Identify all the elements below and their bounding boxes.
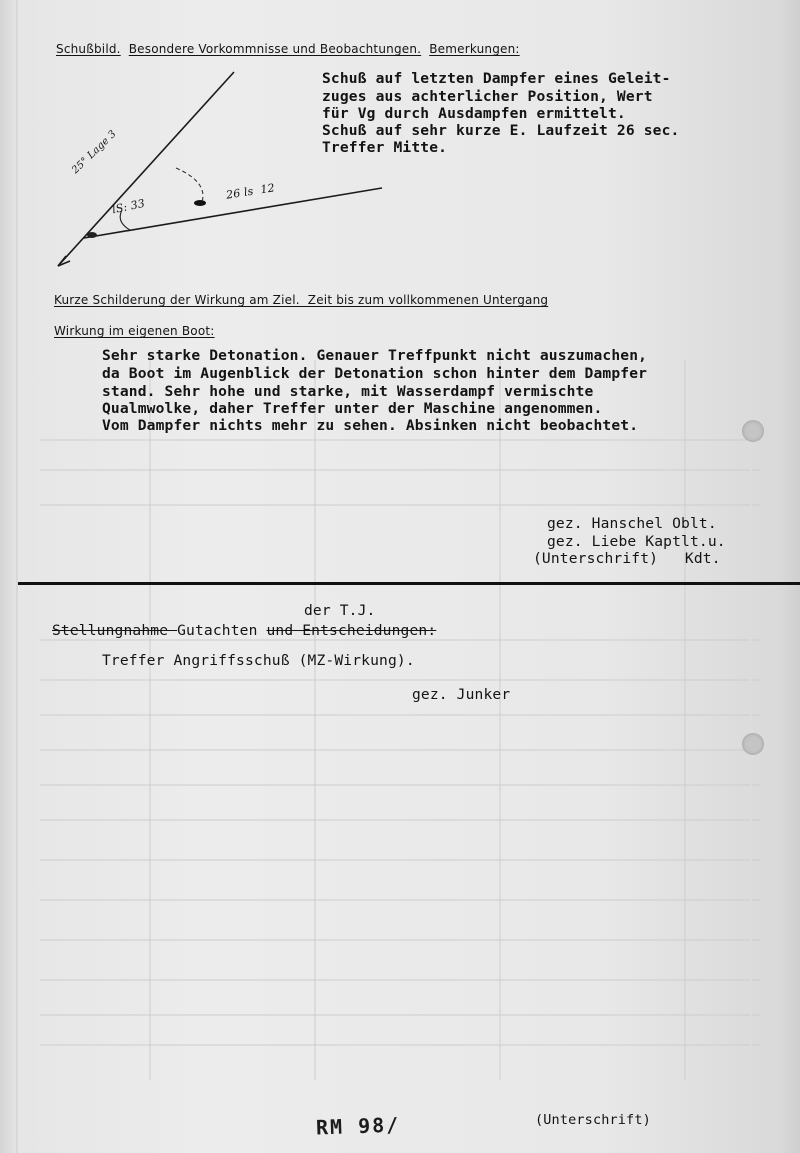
header-vorkommnisse: Besondere Vorkommnisse und Beobachtungen. <box>128 42 422 56</box>
page-left-edge <box>16 0 18 1153</box>
header-schussbild: Schußbild. <box>56 42 121 56</box>
effect-line-3: stand. Sehr hohe und starke, mit Wasserdampf vermischte <box>102 383 594 400</box>
section-kurze-schilderung: Kurze Schilderung der Wirkung am Ziel. Zeit bis zum vollkommenen Untergang <box>54 293 549 307</box>
remarks-line-5: Treffer Mitte. <box>322 139 448 156</box>
remarks-line-3: für Vg durch Ausdampfen ermittelt. <box>322 105 626 122</box>
header-row <box>56 41 520 59</box>
signature-line-2: gez. Liebe Kaptlt.u. <box>547 533 726 550</box>
effect-line-4: Qualmwolke, daher Treffer unter der Maschine angenommen. <box>102 400 603 417</box>
effect-line-1: Sehr starke Detonation. Genauer Treffpunkt nicht auszumachen, <box>102 347 648 364</box>
remarks-line-1: Schuß auf letzten Dampfer eines Geleit- <box>322 70 671 87</box>
sketch-angle-label: 25° Lage 3 <box>70 128 119 177</box>
remarks-line-4: Schuß auf sehr kurze E. Laufzeit 26 sec. <box>322 122 680 139</box>
assessment-text: Treffer Angriffsschuß (MZ-Wirkung). <box>102 652 415 669</box>
tj-heading: der T.J. <box>304 602 376 619</box>
page-right-edge <box>750 0 752 1153</box>
sketch-lage-label: lS: 33 <box>110 196 147 217</box>
archive-stamp: RM 98/ <box>315 1112 401 1140</box>
effect-line-5: Vom Dampfer nichts mehr zu sehen. Absinken nicht beobachtet. <box>102 417 639 434</box>
remarks-line-2: zuges aus achterlicher Position, Wert <box>322 88 653 105</box>
punch-hole <box>742 420 764 442</box>
sketch-distance-label: 26 ls 12 <box>225 181 276 202</box>
effect-line-2: da Boot im Augenblick der Detonation schon hinter dem Dampfer <box>102 365 648 382</box>
section-divider <box>18 582 800 585</box>
punch-hole <box>742 733 764 755</box>
header-bemerkungen: Bemerkungen: <box>429 42 520 56</box>
assessment-signature: gez. Junker <box>412 686 511 703</box>
bottom-signature-caption: (Unterschrift) <box>535 1112 651 1128</box>
section-wirkung-eigenes-boot: Wirkung im eigenen Boot: <box>54 324 215 338</box>
signature-line-1: gez. Hanschel Oblt. <box>547 515 717 532</box>
signature-line-3: (Unterschrift) Kdt. <box>533 550 721 567</box>
gutachten-title: Stellungnahme Gutachten und Entscheidungen: <box>52 622 437 639</box>
